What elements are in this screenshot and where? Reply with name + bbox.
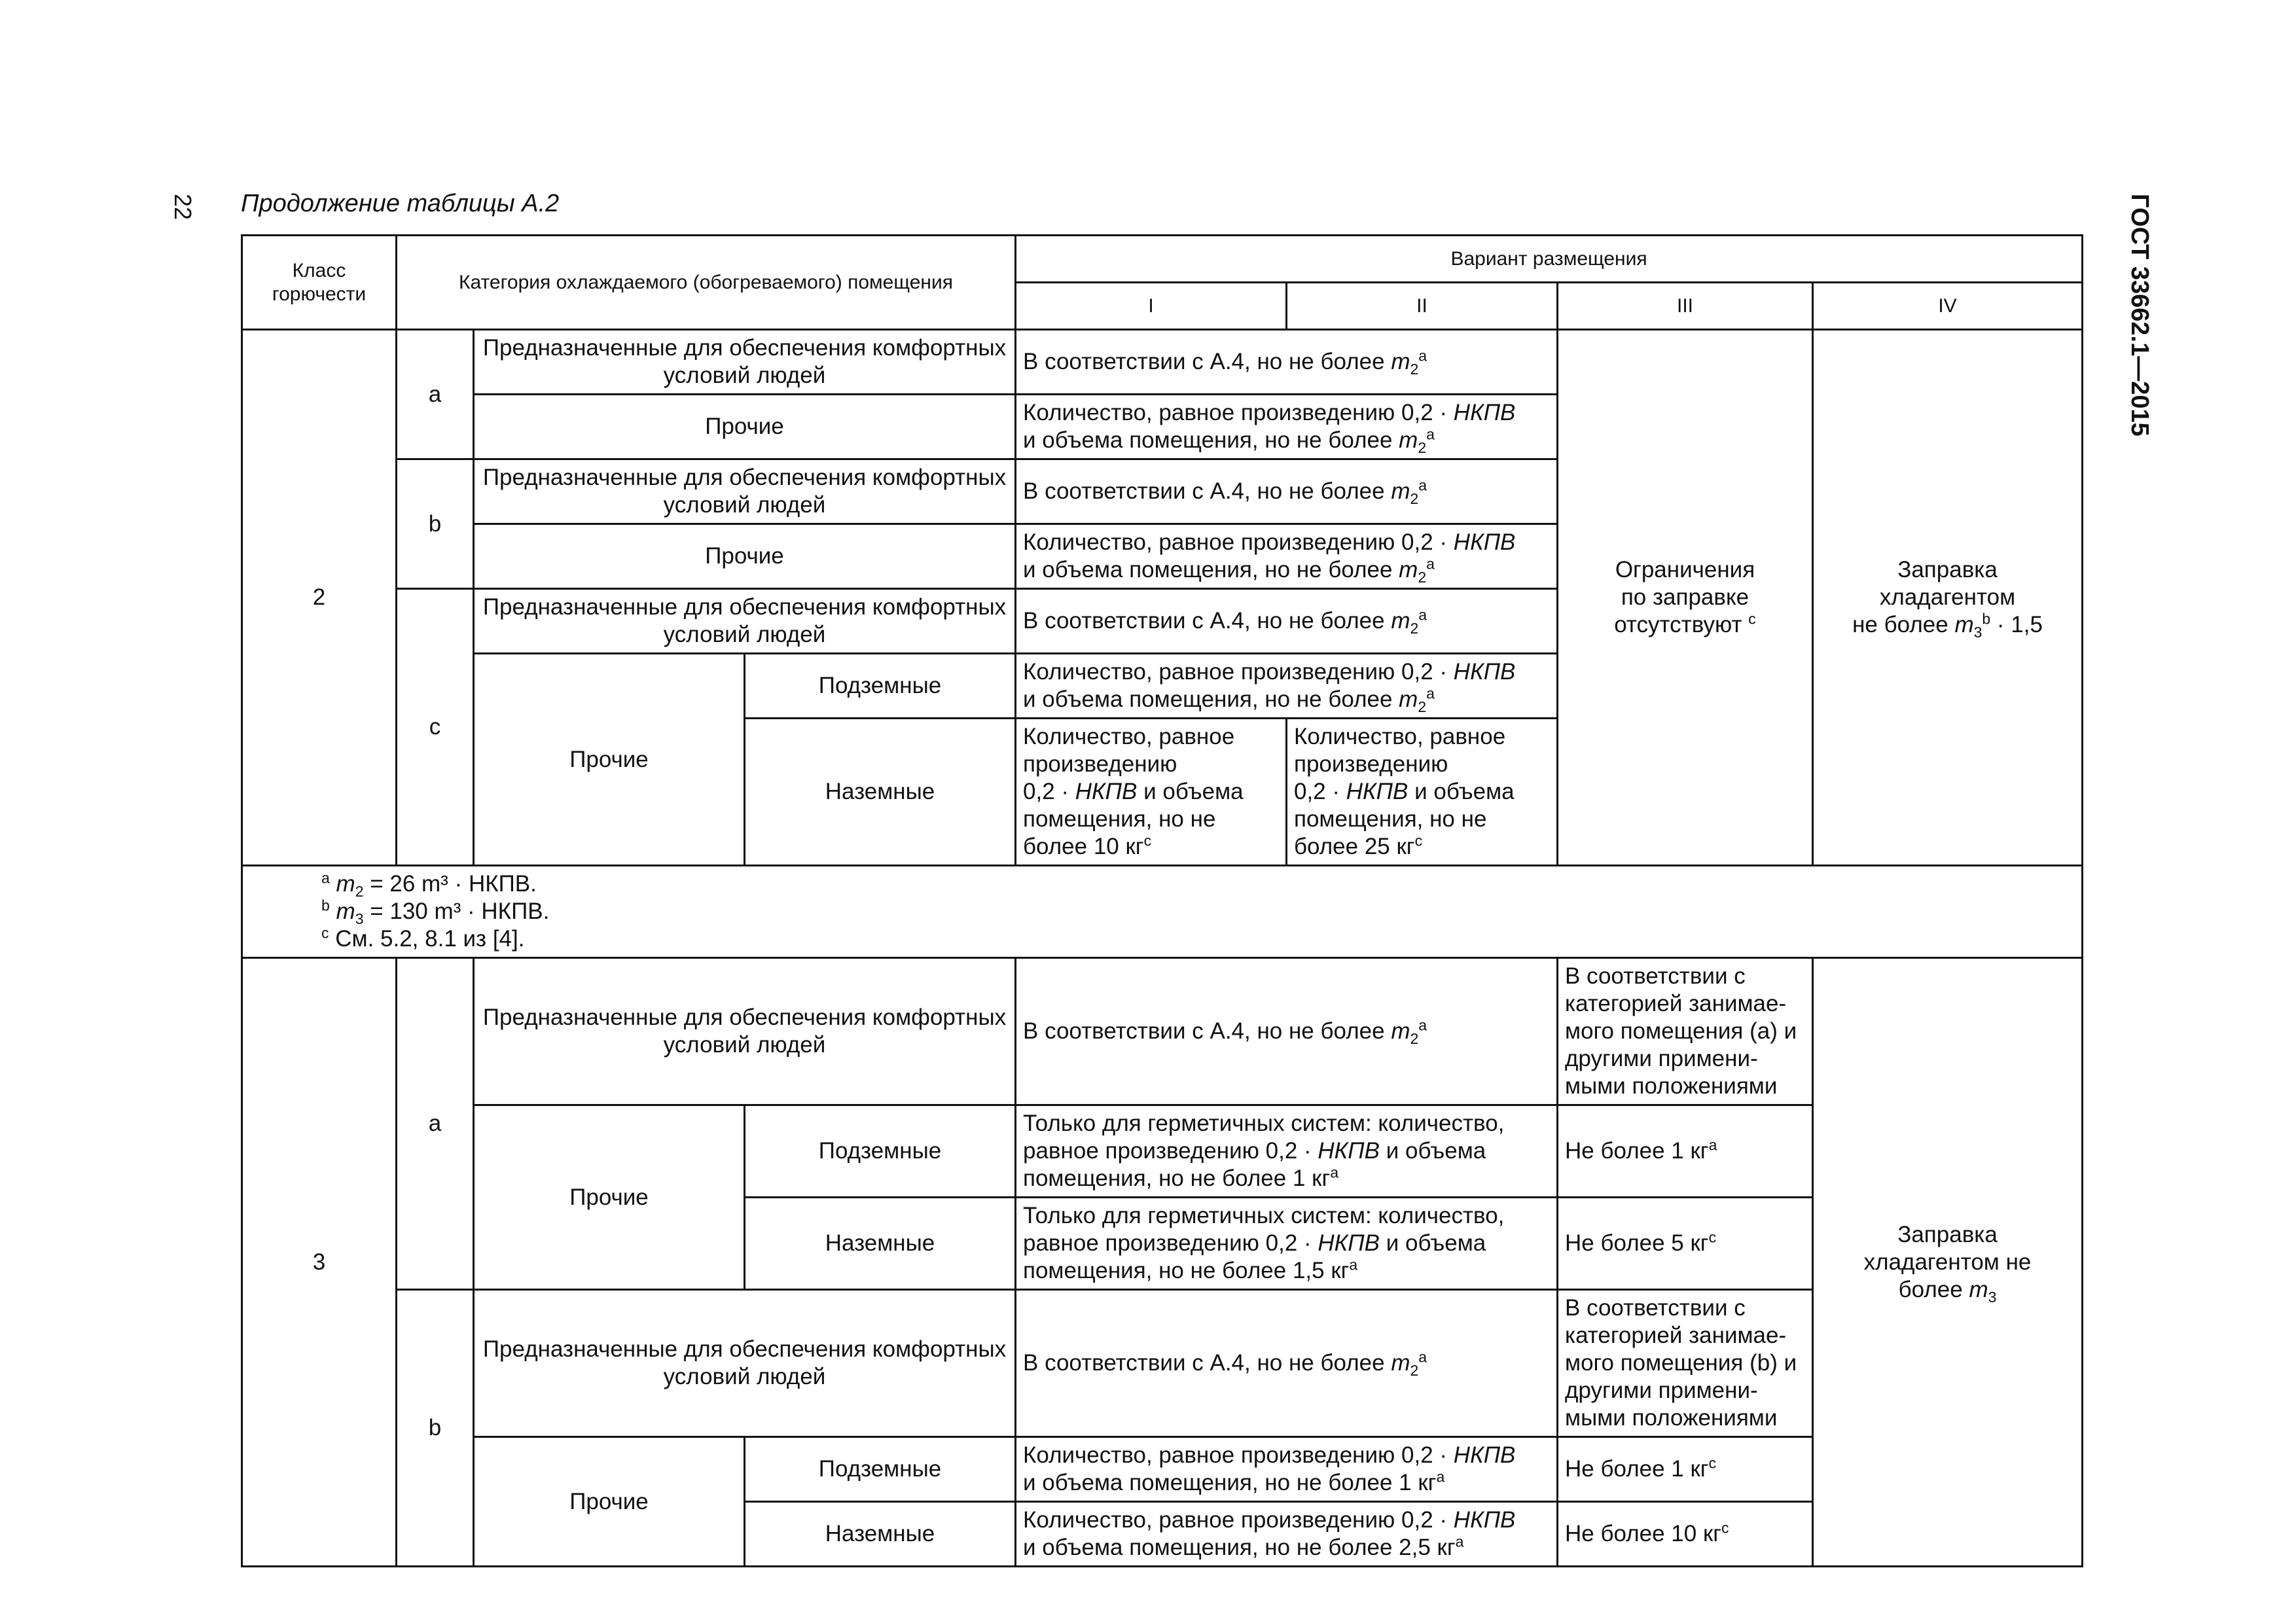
class-2-sub-a: a <box>397 330 474 459</box>
class-3b-under-variant-iii: Не более 1 $кг^c$ <box>1558 1437 1813 1502</box>
category-comfort: Предназначенные для обеспечения комфортных условий людей <box>474 958 1016 1105</box>
category-other: Прочие <box>474 1437 745 1567</box>
category-aboveground: Наземные <box>745 719 1016 866</box>
class-2-sub-b: b <box>397 459 474 589</box>
limit-cell-variant-i: Количество, равное произведению 0,2 · НКПВ и объема помещения, но не более 10 $кг^c$ <box>1016 719 1287 866</box>
limit-cell: Количество, равное произведению 0,2 · НКПВ и объема помещения, но не более $m_2^a$ <box>1016 524 1558 589</box>
category-other: Прочие <box>474 654 745 866</box>
limit-cell: Количество, равное произведению 0,2 · НКПВ и объема помещения, но не более 2,5 $кг^a$ <box>1016 1502 1558 1567</box>
limit-cell: В соответствии с А.4, но не более $m_2^a$ <box>1016 1290 1558 1437</box>
footnote-b: $^b$ $m_3 = 130$ m³ · НКПВ. <box>321 897 550 927</box>
class-3a-variant-iii: В соответствии с категорией занимае-мого помещения (а) и другими примени-мыми положениями <box>1558 958 1813 1105</box>
limit-cell: В соответствии с А.4, но не более $m_2^a$ <box>1016 589 1558 654</box>
refrigerant-table <box>241 234 2083 1567</box>
footnote-c: $^c$ См. 5.2, 8.1 из [4]. <box>321 924 525 952</box>
class-2-sub-c: c <box>397 589 474 866</box>
limit-cell: Количество, равное произведению 0,2 · НКПВ и объема помещения, но не более $m_2^a$ <box>1016 654 1558 719</box>
class-2-variant-iii: Ограничения по заправке отсутствуют $^c$ <box>1558 330 1813 866</box>
category-comfort: Предназначенные для обеспечения комфортных условий людей <box>474 589 1016 654</box>
category-comfort: Предназначенные для обеспечения комфортных условий людей <box>474 330 1016 395</box>
table-row <box>242 1437 2083 1502</box>
page-number: 22 <box>170 194 196 221</box>
header-variant-ii: II <box>1287 283 1558 330</box>
class-2-label: 2 <box>242 330 397 866</box>
category-other: Прочие <box>474 1105 745 1290</box>
class-3-variant-iv: Заправка хладагентом не более $m_3$ <box>1813 958 2083 1567</box>
footnotes-row <box>242 866 2083 958</box>
category-comfort: Предназначенные для обеспечения комфортных условий людей <box>474 459 1016 524</box>
class-3b-variant-iii: В соответствии с категорией занимае-мого помещения (b) и другими примени-мыми положениями <box>1558 1290 1813 1437</box>
class-3-sub-b: b <box>397 1290 474 1567</box>
table-row <box>242 330 2083 395</box>
limit-cell-variant-ii: Количество, равное произведению 0,2 · НКПВ и объема помещения, но не более 25 $кг^c$ <box>1287 719 1558 866</box>
category-other: Прочие <box>474 524 1016 589</box>
class-2-variant-iv: Заправка хладагентом не более $m_3^b \cdot 1,5$ <box>1813 330 2083 866</box>
class-3-label: 3 <box>242 958 397 1567</box>
category-comfort: Предназначенные для обеспечения комфортных условий людей <box>474 1290 1016 1437</box>
table-row <box>242 958 2083 1105</box>
class-3a-under-variant-iii: Не более 1 $кг^a$ <box>1558 1105 1813 1198</box>
limit-cell: Только для герметичных систем: количество, равное произведению 0,2 · НКПВ и объема помещения, но не более 1,5 $кг^a$ <box>1016 1198 1558 1290</box>
header-variant-i: I <box>1016 283 1287 330</box>
header-category: Категория охлаждаемого (обогреваемого) помещения <box>397 236 1016 330</box>
category-aboveground: Наземные <box>745 1198 1016 1290</box>
category-underground: Подземные <box>745 1437 1016 1502</box>
category-other: Прочие <box>474 395 1016 459</box>
header-variant-iv: IV <box>1813 283 2083 330</box>
footnote-a: $^a$ $m_2 = 26$ m³ · НКПВ. <box>321 869 537 900</box>
footnotes <box>242 866 2083 958</box>
header-variant: Вариант размещения <box>1016 236 2083 283</box>
limit-cell: Количество, равное произведению 0,2 · НКПВ и объема помещения, но не более 1 $кг^a$ <box>1016 1437 1558 1502</box>
class-3-sub-a: a <box>397 958 474 1290</box>
limit-cell: В соответствии с А.4, но не более $m_2^a$ <box>1016 958 1558 1105</box>
category-underground: Подземные <box>745 1105 1016 1198</box>
category-underground: Подземные <box>745 654 1016 719</box>
table-row <box>242 1290 2083 1437</box>
category-aboveground: Наземные <box>745 1502 1016 1567</box>
class-3a-ground-variant-iii: Не более 5 $кг^c$ <box>1558 1198 1813 1290</box>
table-row <box>242 1105 2083 1198</box>
limit-cell: Количество, равное произведению 0,2 · НКПВ и объема помещения, но не более $m_2^a$ <box>1016 395 1558 459</box>
standard-label: ГОСТ 33662.1—2015 <box>2126 194 2153 437</box>
limit-cell: Только для герметичных систем: количество, равное произведению 0,2 · НКПВ и объема помещения, но не более 1 $кг^a$ <box>1016 1105 1558 1198</box>
header-class: Класс горючести <box>242 236 397 330</box>
limit-cell: В соответствии с А.4, но не более $m_2^a$ <box>1016 459 1558 524</box>
table-caption: Продолжение таблицы А.2 <box>241 190 560 217</box>
header-row <box>242 236 2083 283</box>
limit-cell: В соответствии с А.4, но не более $m_2^a$ <box>1016 330 1558 395</box>
header-variant-iii: III <box>1558 283 1813 330</box>
class-3b-ground-variant-iii: Не более 10 $кг^c$ <box>1558 1502 1813 1567</box>
